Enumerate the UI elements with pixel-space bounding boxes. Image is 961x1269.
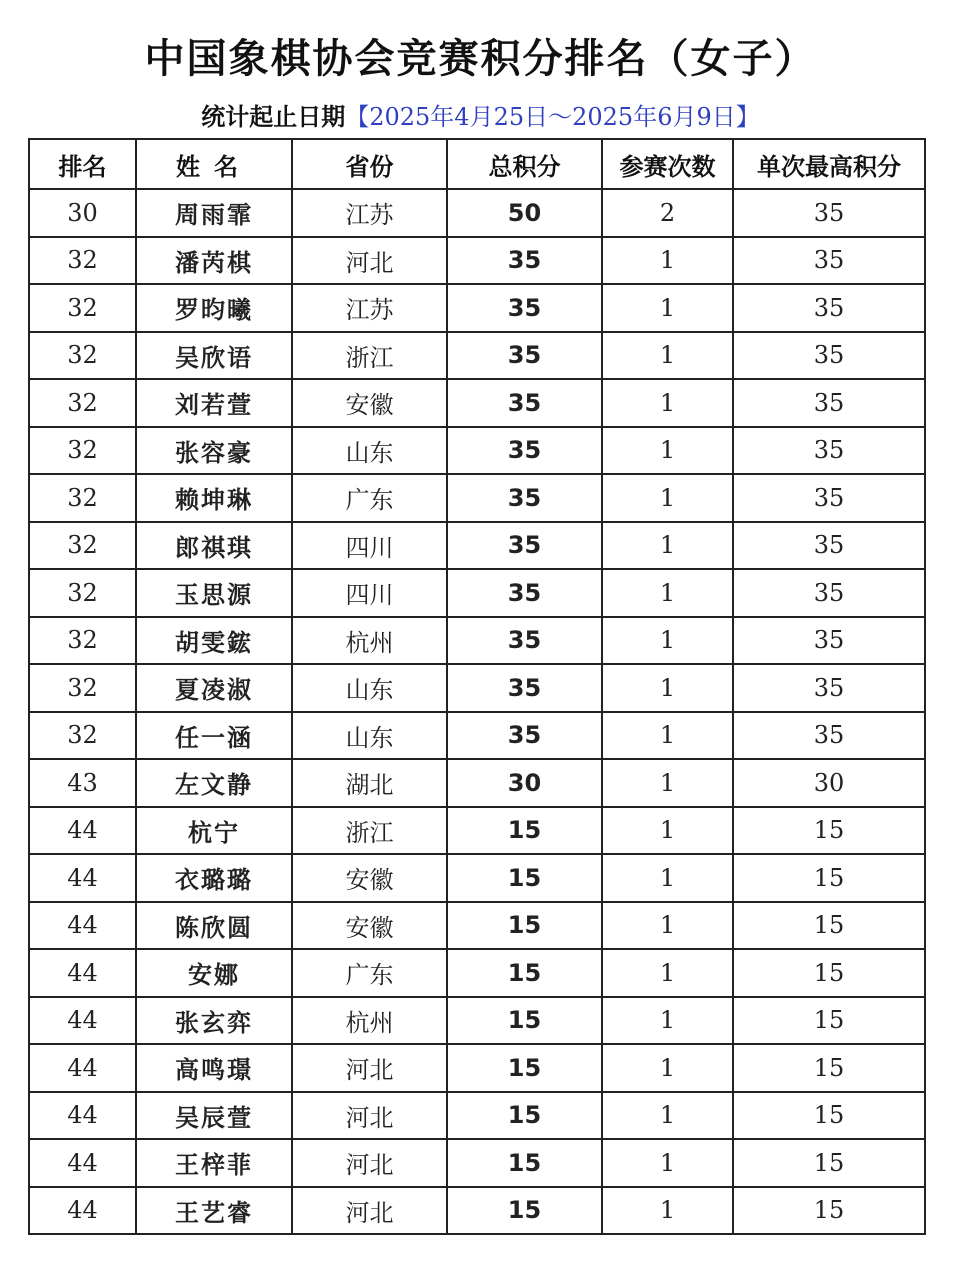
- entries-cell: 1: [602, 379, 733, 427]
- entries-cell: 1: [602, 1139, 733, 1187]
- max-points-cell: 35: [733, 379, 925, 427]
- max-points-cell: 35: [733, 569, 925, 617]
- entries-cell: 1: [602, 902, 733, 950]
- total-points-cell: 15: [447, 854, 602, 902]
- total-points-cell: 50: [447, 189, 602, 237]
- province-cell: 广东: [292, 949, 447, 997]
- max-points-cell: 35: [733, 189, 925, 237]
- name-cell: 王艺睿: [136, 1187, 292, 1235]
- table-row: [29, 664, 925, 712]
- max-points-cell: 15: [733, 997, 925, 1045]
- table-row: [29, 759, 925, 807]
- total-points-cell: 35: [447, 569, 602, 617]
- rank-cell: 30: [29, 189, 136, 237]
- max-points-cell: 15: [733, 854, 925, 902]
- entries-cell: 1: [602, 949, 733, 997]
- province-cell: 江苏: [292, 284, 447, 332]
- max-points-cell: 35: [733, 284, 925, 332]
- entries-cell: 1: [602, 522, 733, 570]
- header-entries: 参赛次数: [602, 139, 733, 189]
- rank-cell: 32: [29, 284, 136, 332]
- province-cell: 河北: [292, 1092, 447, 1140]
- rank-cell: 44: [29, 902, 136, 950]
- province-cell: 杭州: [292, 997, 447, 1045]
- table-row: [29, 902, 925, 950]
- entries-cell: 1: [602, 759, 733, 807]
- table-row: [29, 949, 925, 997]
- table-body: [29, 189, 925, 1234]
- entries-cell: 1: [602, 1044, 733, 1092]
- total-points-cell: 15: [447, 949, 602, 997]
- entries-cell: 1: [602, 997, 733, 1045]
- rank-cell: 44: [29, 997, 136, 1045]
- header-max-points: 单次最高积分: [733, 139, 925, 189]
- total-points-cell: 35: [447, 332, 602, 380]
- province-cell: 安徽: [292, 379, 447, 427]
- name-cell: 张玄弈: [136, 997, 292, 1045]
- rank-cell: 32: [29, 617, 136, 665]
- name-cell: 陈欣圆: [136, 902, 292, 950]
- name-cell: 杭宁: [136, 807, 292, 855]
- entries-cell: 1: [602, 284, 733, 332]
- table-row: [29, 237, 925, 285]
- province-cell: 四川: [292, 569, 447, 617]
- entries-cell: 1: [602, 807, 733, 855]
- table-row: [29, 522, 925, 570]
- name-cell: 赖坤琳: [136, 474, 292, 522]
- max-points-cell: 35: [733, 474, 925, 522]
- name-cell: 任一涵: [136, 712, 292, 760]
- name-cell: 罗昀曦: [136, 284, 292, 332]
- name-cell: 吴辰萱: [136, 1092, 292, 1140]
- max-points-cell: 35: [733, 664, 925, 712]
- province-cell: 广东: [292, 474, 447, 522]
- rank-cell: 44: [29, 854, 136, 902]
- table-row: [29, 332, 925, 380]
- max-points-cell: 35: [733, 332, 925, 380]
- table-row: [29, 1139, 925, 1187]
- total-points-cell: 35: [447, 617, 602, 665]
- province-cell: 四川: [292, 522, 447, 570]
- rank-cell: 32: [29, 474, 136, 522]
- name-cell: 潘芮棋: [136, 237, 292, 285]
- rank-cell: 32: [29, 712, 136, 760]
- max-points-cell: 30: [733, 759, 925, 807]
- total-points-cell: 35: [447, 379, 602, 427]
- rank-cell: 32: [29, 237, 136, 285]
- province-cell: 江苏: [292, 189, 447, 237]
- province-cell: 杭州: [292, 617, 447, 665]
- province-cell: 浙江: [292, 332, 447, 380]
- table-row: [29, 1044, 925, 1092]
- total-points-cell: 35: [447, 522, 602, 570]
- entries-cell: 1: [602, 664, 733, 712]
- date-range-value: 【2025年4月25日～2025年6月9日】: [345, 103, 760, 131]
- total-points-cell: 35: [447, 284, 602, 332]
- province-cell: 河北: [292, 1187, 447, 1235]
- max-points-cell: 35: [733, 427, 925, 475]
- total-points-cell: 15: [447, 997, 602, 1045]
- rank-cell: 44: [29, 1092, 136, 1140]
- total-points-cell: 35: [447, 237, 602, 285]
- rank-cell: 44: [29, 1139, 136, 1187]
- header-rank: 排名: [29, 139, 136, 189]
- max-points-cell: 15: [733, 1044, 925, 1092]
- max-points-cell: 35: [733, 522, 925, 570]
- max-points-cell: 15: [733, 807, 925, 855]
- max-points-cell: 35: [733, 712, 925, 760]
- province-cell: 河北: [292, 1139, 447, 1187]
- name-cell: 张容豪: [136, 427, 292, 475]
- entries-cell: 1: [602, 712, 733, 760]
- name-cell: 安娜: [136, 949, 292, 997]
- name-cell: 玉思源: [136, 569, 292, 617]
- table-row: [29, 854, 925, 902]
- ranking-table: [28, 138, 926, 1235]
- entries-cell: 2: [602, 189, 733, 237]
- total-points-cell: 15: [447, 1187, 602, 1235]
- total-points-cell: 35: [447, 427, 602, 475]
- page-title: 中国象棋协会竞赛积分排名（女子）: [144, 36, 817, 82]
- total-points-cell: 15: [447, 1139, 602, 1187]
- entries-cell: 1: [602, 1092, 733, 1140]
- name-cell: 衣璐璐: [136, 854, 292, 902]
- total-points-cell: 15: [447, 1092, 602, 1140]
- rank-cell: 32: [29, 664, 136, 712]
- table-row: [29, 379, 925, 427]
- header-name: 姓名: [136, 139, 292, 189]
- entries-cell: 1: [602, 474, 733, 522]
- rank-cell: 43: [29, 759, 136, 807]
- name-cell: 周雨霏: [136, 189, 292, 237]
- table-row: [29, 474, 925, 522]
- total-points-cell: 30: [447, 759, 602, 807]
- header-row: [29, 139, 925, 189]
- table-row: [29, 427, 925, 475]
- name-cell: 胡雯鋐: [136, 617, 292, 665]
- rank-cell: 32: [29, 379, 136, 427]
- rank-cell: 44: [29, 1187, 136, 1235]
- max-points-cell: 15: [733, 1187, 925, 1235]
- entries-cell: 1: [602, 427, 733, 475]
- province-cell: 河北: [292, 1044, 447, 1092]
- rank-cell: 32: [29, 332, 136, 380]
- max-points-cell: 15: [733, 1139, 925, 1187]
- name-cell: 吴欣语: [136, 332, 292, 380]
- total-points-cell: 15: [447, 1044, 602, 1092]
- rank-cell: 44: [29, 949, 136, 997]
- table-row: [29, 807, 925, 855]
- name-cell: 郎祺琪: [136, 522, 292, 570]
- total-points-cell: 35: [447, 474, 602, 522]
- table-row: [29, 569, 925, 617]
- entries-cell: 1: [602, 569, 733, 617]
- name-cell: 夏凌淑: [136, 664, 292, 712]
- entries-cell: 1: [602, 617, 733, 665]
- province-cell: 山东: [292, 664, 447, 712]
- entries-cell: 1: [602, 237, 733, 285]
- rank-cell: 32: [29, 522, 136, 570]
- date-range-label: 统计起止日期: [201, 103, 346, 131]
- max-points-cell: 15: [733, 1092, 925, 1140]
- table-row: [29, 1092, 925, 1140]
- name-cell: 王梓菲: [136, 1139, 292, 1187]
- rank-cell: 32: [29, 427, 136, 475]
- total-points-cell: 35: [447, 712, 602, 760]
- province-cell: 湖北: [292, 759, 447, 807]
- table-row: [29, 997, 925, 1045]
- rank-cell: 44: [29, 807, 136, 855]
- date-range-line: [0, 100, 961, 135]
- province-cell: 安徽: [292, 854, 447, 902]
- total-points-cell: 35: [447, 664, 602, 712]
- table-row: [29, 1187, 925, 1235]
- rank-cell: 32: [29, 569, 136, 617]
- province-cell: 安徽: [292, 902, 447, 950]
- province-cell: 浙江: [292, 807, 447, 855]
- name-cell: 高鸣璟: [136, 1044, 292, 1092]
- province-cell: 山东: [292, 427, 447, 475]
- header-total-points: 总积分: [447, 139, 602, 189]
- entries-cell: 1: [602, 854, 733, 902]
- province-cell: 河北: [292, 237, 447, 285]
- header-province: 省份: [292, 139, 447, 189]
- max-points-cell: 15: [733, 949, 925, 997]
- name-cell: 左文静: [136, 759, 292, 807]
- entries-cell: 1: [602, 332, 733, 380]
- table-row: [29, 284, 925, 332]
- max-points-cell: 35: [733, 237, 925, 285]
- table-row: [29, 712, 925, 760]
- max-points-cell: 35: [733, 617, 925, 665]
- rank-cell: 44: [29, 1044, 136, 1092]
- table-row: [29, 617, 925, 665]
- table-row: [29, 189, 925, 237]
- max-points-cell: 15: [733, 902, 925, 950]
- name-cell: 刘若萱: [136, 379, 292, 427]
- province-cell: 山东: [292, 712, 447, 760]
- entries-cell: 1: [602, 1187, 733, 1235]
- total-points-cell: 15: [447, 807, 602, 855]
- total-points-cell: 15: [447, 902, 602, 950]
